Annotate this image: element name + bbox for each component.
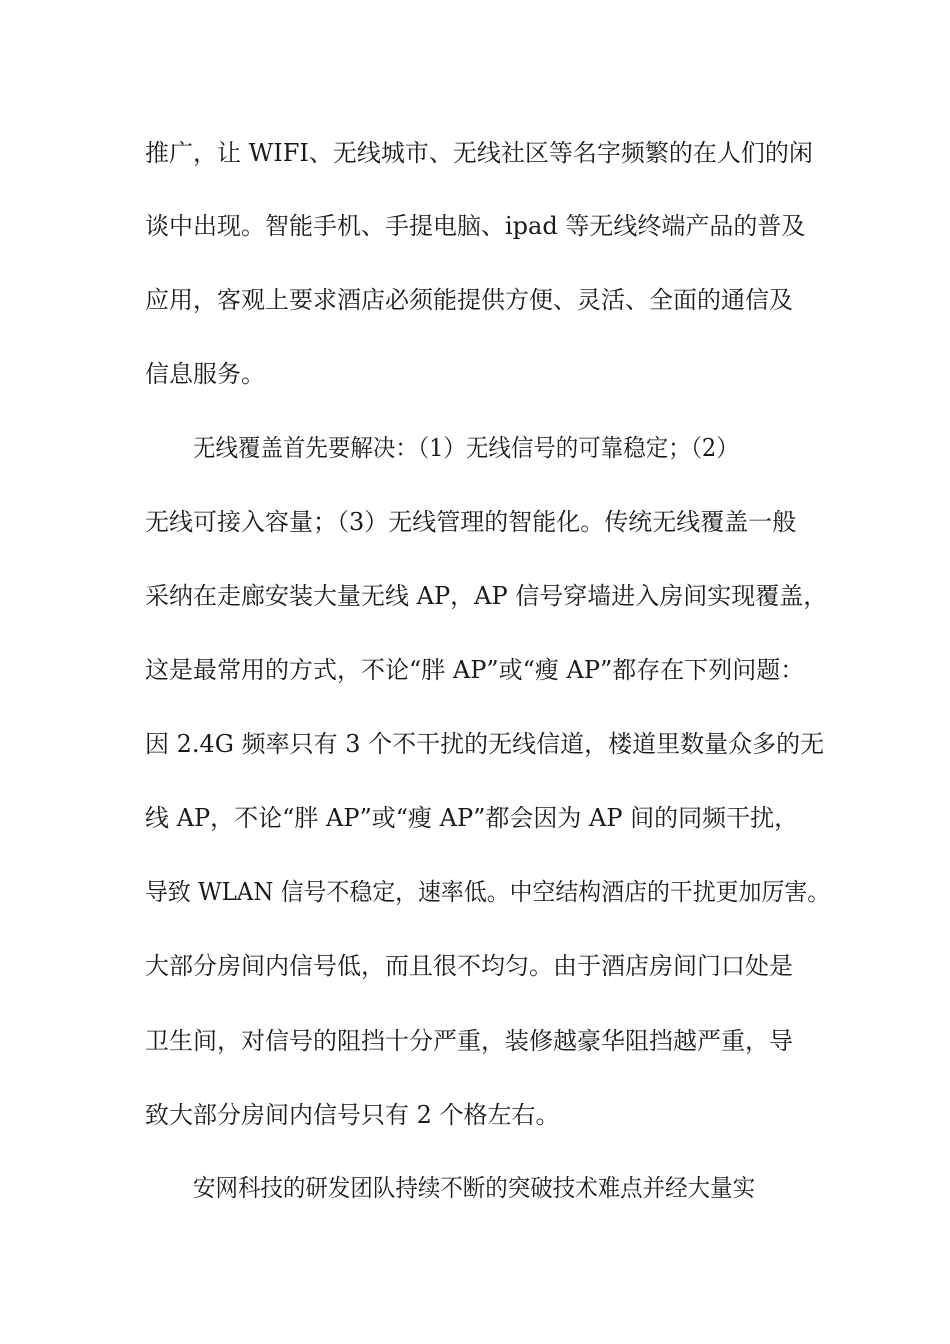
text-line-12: 大部分房间内信号低，而且很不均匀。由于酒店房间门口处是: [145, 952, 793, 980]
text-line-11: 导致 WLAN 信号不稳定，速率低。中空结构酒店的干扰更加厉害。: [145, 878, 831, 906]
text-line-3: 应用，客观上要求酒店必须能提供方便、灵活、全面的通信及: [145, 286, 793, 314]
text-line-4: 信息服务。: [145, 360, 265, 388]
text-line-9: 因 2.4G 频率只有 3 个不干扰的无线信道，楼道里数量众多的无: [145, 730, 825, 758]
text-line-5: 无线覆盖首先要解决：（1）无线信号的可靠稳定；（2）: [193, 434, 739, 462]
text-line-13: 卫生间，对信号的阻挡十分严重，装修越豪华阻挡越严重，导: [145, 1027, 793, 1055]
text-line-14: 致大部分房间内信号只有 2 个格左右。: [145, 1101, 560, 1129]
text-line-2: 谈中出现。智能手机、手提电脑、ipad 等无线终端产品的普及: [145, 212, 806, 240]
text-line-15: 安网科技的研发团队持续不断的突破技术难点并经大量实: [193, 1174, 756, 1202]
text-line-8: 这是最常用的方式，不论“胖 AP”或“瘦 AP”都存在下列问题：: [145, 656, 805, 684]
text-line-10: 线 AP，不论“胖 AP”或“瘦 AP”都会因为 AP 间的同频干扰，: [145, 804, 799, 832]
text-line-7: 采纳在走廊安装大量无线 AP，AP 信号穿墙进入房间实现覆盖，: [145, 582, 828, 610]
text-line-1: 推广，让 WIFI、无线城市、无线社区等名字频繁的在人们的闲: [145, 139, 813, 167]
text-line-6: 无线可接入容量；（3）无线管理的智能化。传统无线覆盖一般: [145, 508, 797, 536]
